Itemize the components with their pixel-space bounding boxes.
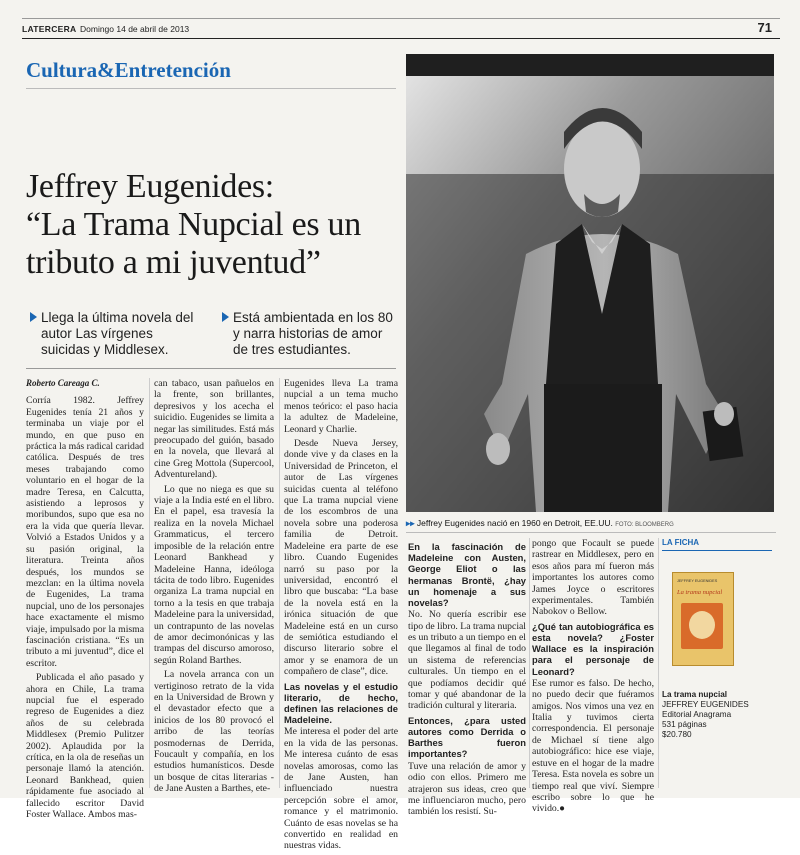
article-column [154,378,274,798]
interview-question: En la fascinación de Madeleine con Austen, George Eliot o las hermanas Brontë, ¿hay un homenaje a sus novelas? [408,541,526,609]
page-header [22,20,780,38]
scan-edge [22,18,780,19]
caption-arrow-icon: ▸▸ [406,518,415,528]
book-details [662,690,772,740]
article-paragraph: Publicada el año pasado y ahora en Chile, La trama nupcial fue el esperado regreso de Eugenides a diez años de su celebrada Middlesex (Premio Pulitzer 2002). Aplaudida por la crítica, en la ola de reseñas un personaje llamó la atención. Leonard Bankhead, quien rápidamente fue asociado al fallecido escritor David Foster Wallace. Ambos mas- [26,672,144,821]
book-cover-image [672,572,734,666]
section-title: Cultura&Entretención [26,58,231,82]
interview-question: ¿Qué tan autobiográfica es esta novela? ¿Foster Wallace es la inspiración para el personaje de Leonard? [532,620,654,677]
newspaper-name: LATERCERA [22,24,77,34]
caption-divider [406,532,776,533]
book-pages: 531 páginas [662,720,707,729]
summary-bullet [222,310,398,366]
interview-answer: Tuve una relación de amor y odio con ellos. Primero me atrajeron sus ideas, creo que me influenciaron mucho, pero también los resistí. Su- [408,760,526,818]
photo-credit: FOTO: BLOOMBERG [615,522,674,528]
headline [26,168,416,282]
interview-answer: No. No quería escribir ese tipo de libro. La trama nupcial es un tributo a un tiempo en el que llegamos al final de todo un sistema de referencias culturales. Un tiempo en el que podíamos decidir qué tomar y qué abandonar de la tradición cultural y literaria. [408,609,526,712]
book-title: La trama nupcial [662,690,728,699]
book-cover-author: JEFFREY EUGENIDES [677,579,718,583]
section-divider [26,88,396,89]
byline: Roberto Careaga C. [26,378,100,388]
bullet-triangle-icon [222,312,229,322]
article-paragraph: Lo que no niega es que su viaje a la India esté en el libro. En el papel, esa travesía la realiza en la novela Michael Grammaticus, el tercero imposible de la relación entre Leonard Bankhead y Madeleine Hanna, ideóloga tácita de todo libro. Eugenides organiza La trama nupcial en torno a la tesis en que trabaja Madeleine para la universidad, un contrapunto de las novelas de amor decimonónicas y las trampas del discurso amoroso, según Roland Barthes. [154,483,274,666]
interview-question: Las novelas y el estudio literario, de hecho, definen las relaciones de Madeleine. [284,680,398,726]
headline-line: “La Trama Nupcial es un [26,206,361,243]
headline-line: Jeffrey Eugenides: [26,168,274,205]
summary-bullet [30,310,200,366]
ficha-label: LA FICHA [662,538,700,547]
page-number: 71 [757,20,772,35]
article-paragraph: Desde Nueva Jersey, donde vive y da clases en la Universidad de Princeton, el autor de Las vírgenes suicidas cuenta al teléfono que La trama nupcial viene de los escombros de una novela sobre una poderosa familia de Detroit. Madeleine era parte de ese libro. Cuando Eugenides narró su paso por la universidad, encontró el libro que buscaba: “La base de la novela está en la irónica situación de que Madeleine está en un curso de semiótica estudiando el discurso literario sobre el amor y se enamora de un compañero de clase”, dice. [284,438,398,678]
bullet-text: Llega la última novela del autor Las vírgenes suicidas y Middlesex. [41,310,194,357]
article-paragraph: can tabaco, usan pañuelos en la frente, son brillantes, depresivos y los acecha el suicidio. Eugenides se limita a negar las similitudes. Está más preocupado del guión, basado en la novela, que llevará al cine Greg Mottola (Supercool, Adventureland). [154,378,274,481]
author-photo [406,54,774,512]
headline-line: tributo a mi juventud” [26,244,321,281]
article-column [532,538,654,818]
article-column [26,378,144,823]
book-cover-art-detail [689,611,715,639]
bullets-divider [26,368,396,369]
bullet-text: Está ambientada en los 80 y narra historias de amor de tres estudiantes. [233,310,393,357]
interview-question: Entonces, ¿para usted autores como Derrida o Barthes fueron importantes? [408,714,526,760]
column-divider [658,538,659,788]
photo-caption [406,518,776,529]
author-photo-drawing [406,54,774,512]
header-divider [22,38,780,39]
book-price: $20.780 [662,730,692,739]
ficha-divider [662,550,772,551]
interview-answer: Me interesa el poder del arte en la vida de las personas. Me interesa cuánto de esas novelas amorosas, como las de Jane Austen, han influenciado nuestra percepción sobre el amor, romance y el matrimonio. Cuánto de esas novelas se ha convertido en realidad en nuestras vidas. [284,726,398,852]
book-cover-title: La trama nupcial [677,589,723,596]
article-paragraph: Corría 1982. Jeffrey Eugenides tenía 21 años y terminaba un viaje por el mundo, en que puso en práctica la más radical caridad católica. Después de tres meses trabajando como voluntario en el hogar de la madre Teresa, en Calcutta, asistiendo a leprosos y moribundos, supo que esa no era la vida que quería llevar. Volvió a Estados Unidos y a su pasión original, la literatura. Treinta años después, los mundos se mezclan: en la última novela de Eugenides, La trama nupcial, uno de los personajes hace exactamente el mismo viaje, impulsado por la misma fascinación cristiana. “Es un tributo a mi juventud”, dice el escritor. [26,395,144,669]
column-divider [149,378,150,788]
caption-text: Jeffrey Eugenides nació en 1960 en Detroit, EE.UU. [416,518,613,528]
bullet-triangle-icon [30,312,37,322]
article-paragraph: La novela arranca con un vertiginoso retrato de la vida en la Universidad de Brown y el devastador efecto que a inicios de los 80 provocó el arribo de las teorías posmodernas de Derrida, Foucault y compañía, en los estudios humanísticos. Desde un bosque de citas literarias -de Jane Austen a Barthes, ete- [154,669,274,795]
book-publisher: Editorial Anagrama [662,710,732,719]
article-paragraph: Eugenides lleva La trama nupcial a un tema mucho menos teórico: el paso hacia la adultez de Madeleine, Leonard y Charlie. [284,378,398,435]
issue-date: Domingo 14 de abril de 2013 [80,24,190,34]
column-divider [529,538,530,788]
book-info-box [662,538,772,688]
interview-answer: pongo que Focault se puede rastrear en Middlesex, pero en esos años para mí fueron más importantes los autores como James Joyce o escritores experimentales. También Nabokov o Bellow. [532,538,654,618]
interview-answer: Ese rumor es falso. De hecho, no puedo decir que fuéramos amigos. Nos vimos una vez en Italia y tuvimos cierta correspondencia. El personaje de Michael sí tiene algo autobiográfico: hice ese viaje, estuve en el hogar de la madre Teresa. Esta novela es sobre un tiempo real que viví. Siempre escribo sobre lo que he vivido.● [532,677,654,815]
article-column [408,538,526,821]
column-divider [279,378,280,788]
article-column [284,378,398,855]
book-author: JEFFREY EUGENIDES [662,700,749,709]
